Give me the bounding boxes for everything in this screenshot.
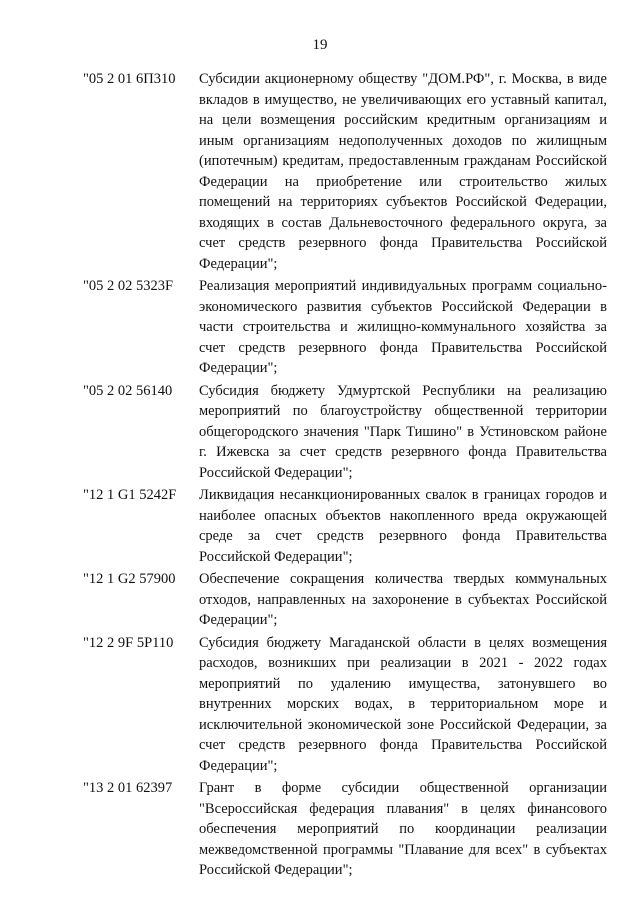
entry-code: "05 2 02 56140 <box>83 382 173 399</box>
list-item <box>83 276 607 379</box>
entry-code: "12 1 G2 57900 <box>83 571 176 587</box>
page-number: 19 <box>312 37 328 53</box>
entry-description: Грант в форме субсидии общественной организации "Всероссийская федерация плавания" в целях финансового обеспечения мероприятий по координации реализации межведомственной программы "Плавание для всех" в субъектах Российской Федерации"; <box>199 780 607 878</box>
list-item <box>83 485 607 567</box>
entry-code: "12 1 G1 5242F <box>83 487 177 503</box>
entry-code: "05 2 02 5323F <box>83 278 174 294</box>
entry-code: "13 2 01 62397 <box>83 780 173 796</box>
budget-code-list <box>83 69 607 883</box>
list-item <box>83 381 607 484</box>
list-item <box>83 633 607 777</box>
entry-code: "12 2 9F 5P110 <box>83 634 174 651</box>
entry-description: Субсидия бюджету Магаданской области в целях возмещения расходов, возникших при реализации в 2021 - 2022 годах мероприятий по удалению имущества, затонувшего во внутренних морских водах, в территориальном море и исключительной экономической зоне Российской Федерации, за счет средств резервного фонда Правительства Российской Федерации"; <box>199 634 607 774</box>
entry-description: Субсидия бюджету Удмуртской Республики на реализацию мероприятий по благоустройству общественной территории общегородского значения "Парк Тишино" в Устиновском районе г. Ижевска за счет средств резервного фонда Правительства Российской Федерации"; <box>199 382 607 481</box>
entry-description: Обеспечение сокращения количества твердых коммунальных отходов, направленных на захоронение в субъектах Российской Федерации"; <box>199 571 607 628</box>
entry-description: Реализация мероприятий индивидуальных программ социально-экономического развития субъектов Российской Федерации в части строительства и жилищно-коммунального хозяйства за счет средств резервного фонда Правительства Российской Федерации"; <box>199 278 607 376</box>
list-item <box>83 69 607 274</box>
entry-code: "05 2 01 6П310 <box>83 71 176 87</box>
list-item <box>83 569 607 631</box>
entry-description: Субсидии акционерному обществу "ДОМ.РФ", г. Москва, в виде вкладов в имущество, не увеличивающих его уставный капитал, на цели возмещения российским кредитным организациям и иным организациям недополученных доходов по жилищным (ипотечным) кредитам, предоставленным гражданам Российской Федерации на приобретение или строительство жилых помещений на территориях субъектов Российской Федерации, входящих в состав Дальневосточного федерального округа, за счет средств резервного фонда Правительства Российской Федерации"; <box>199 71 607 272</box>
entry-description: Ликвидация несанкционированных свалок в границах городов и наиболее опасных объектов накопленного вреда окружающей среде за счет средств резервного фонда Правительства Российской Федерации"; <box>199 487 607 565</box>
list-item <box>83 778 607 881</box>
